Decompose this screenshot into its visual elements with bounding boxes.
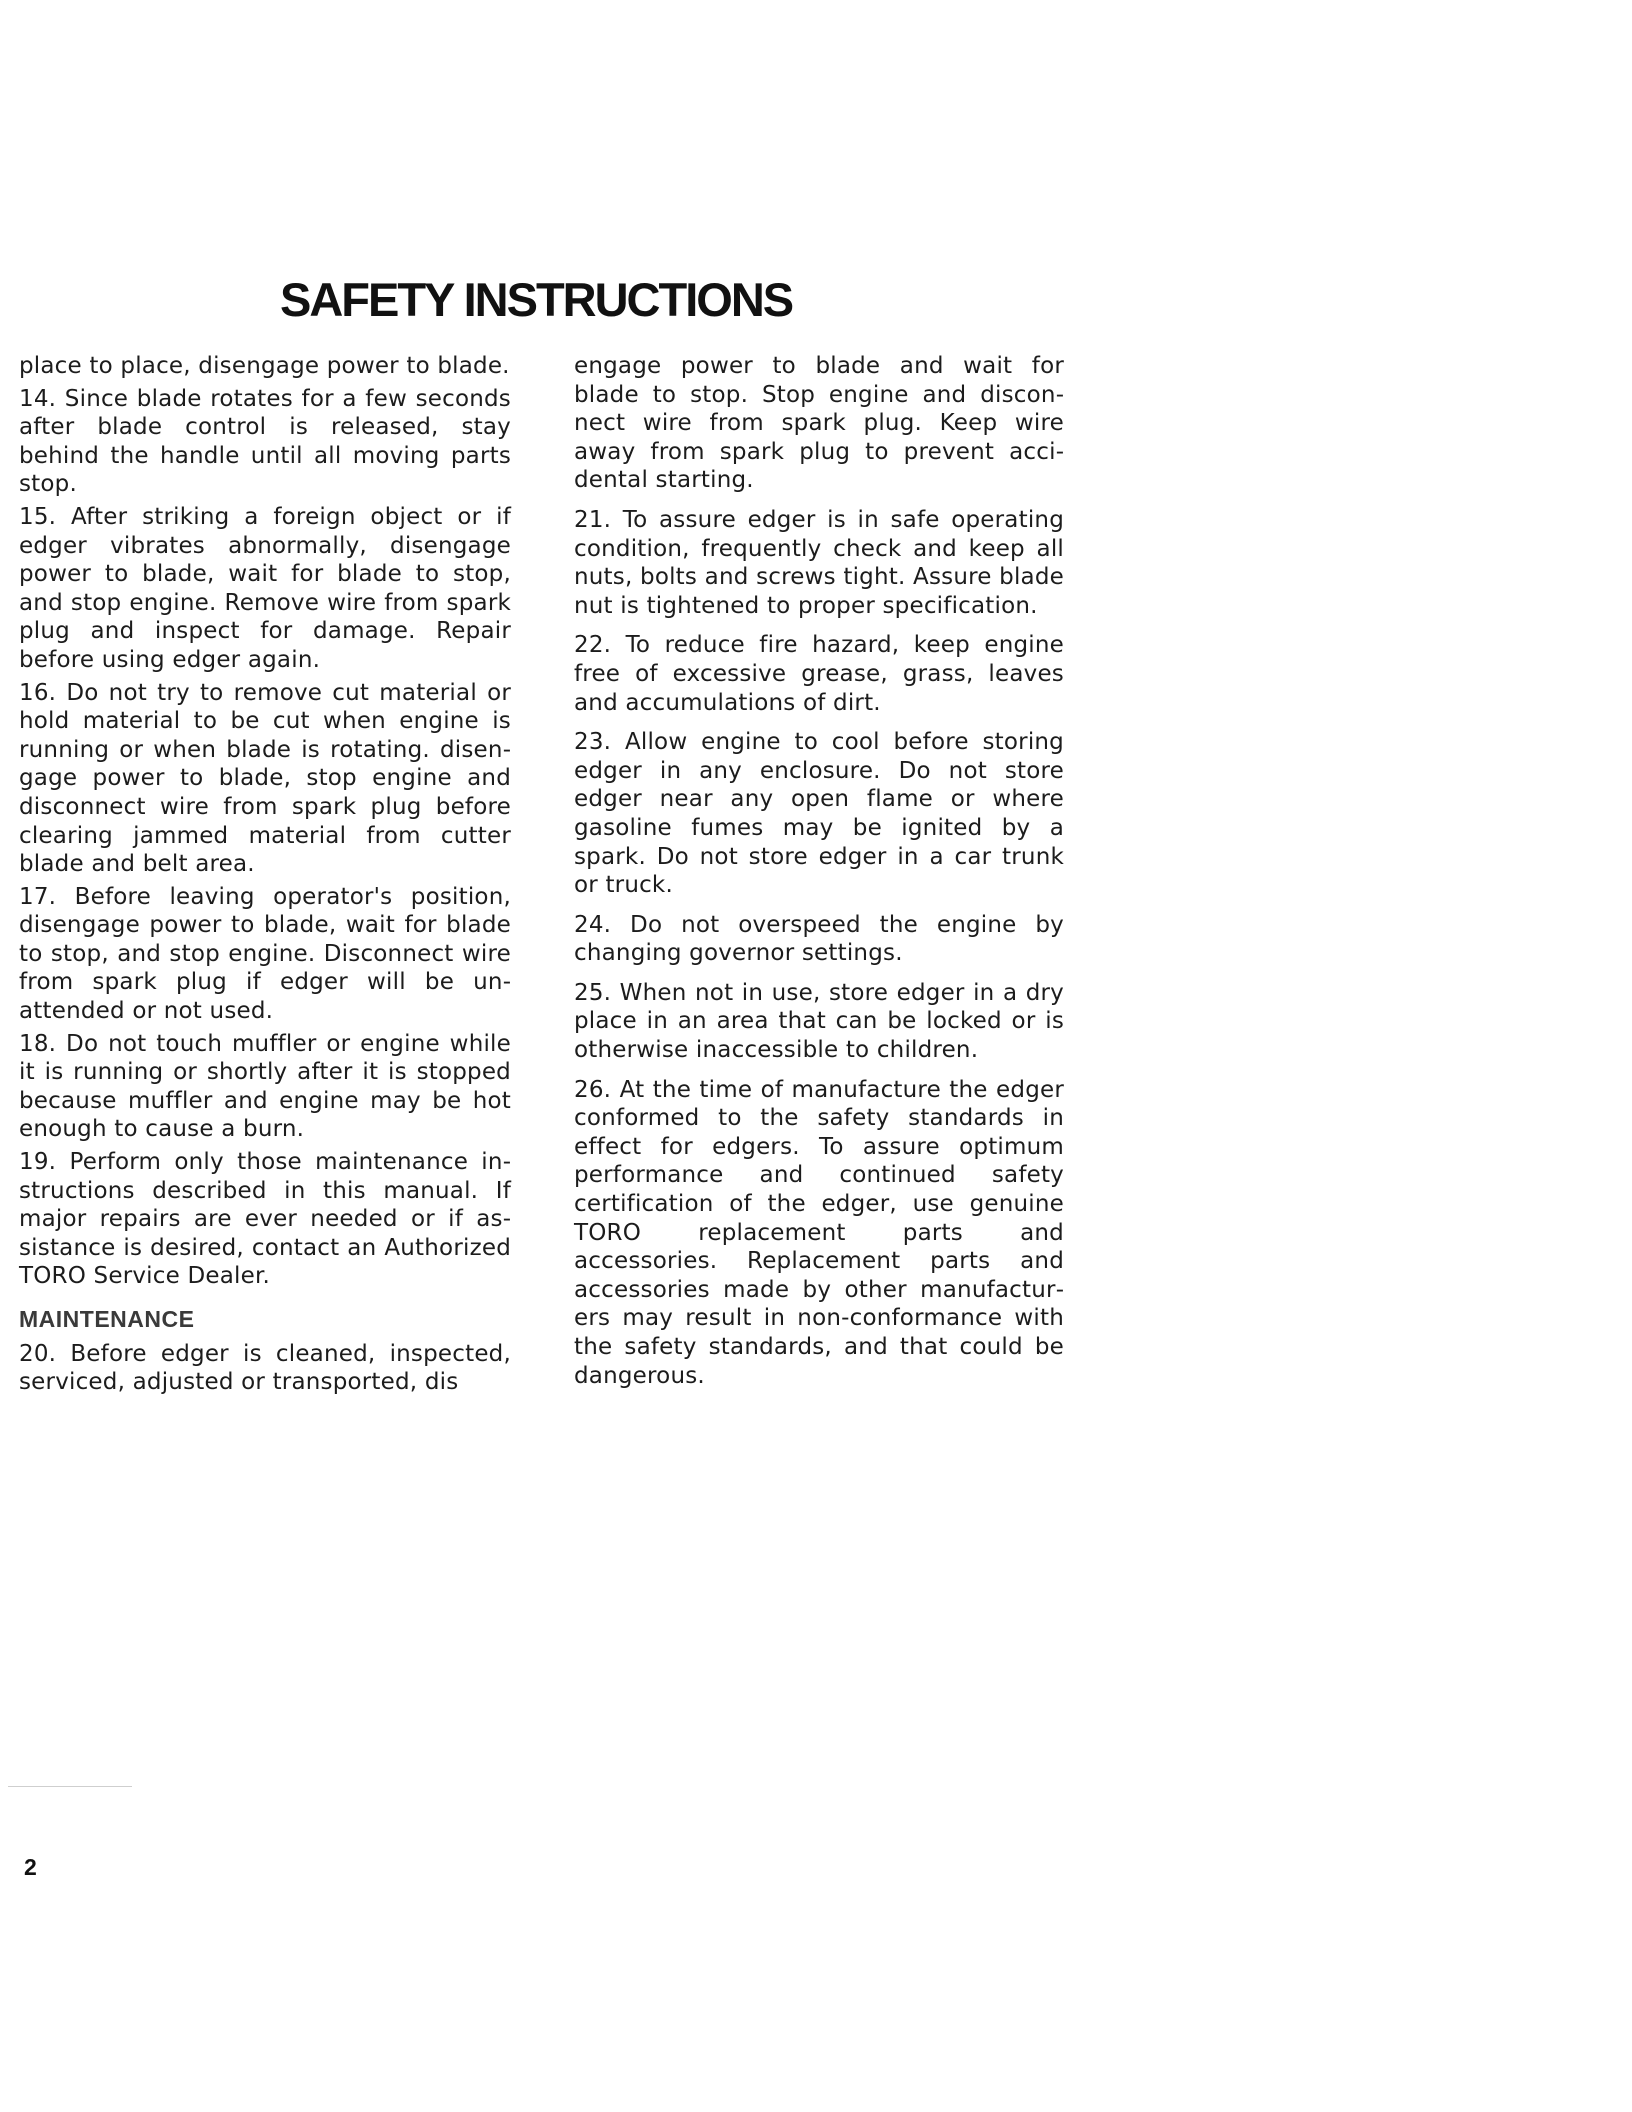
left-column: [19, 352, 511, 1401]
paragraph-17: 17. Before leaving operator's position, disengage power to blade, wait for blade to stop, and stop engine. Disconnect wire from spark plug if edger will be unattended or not used.: [19, 883, 511, 1025]
paragraph-15: 15. After striking a foreign object or if edger vibrates abnormally, disengage power to blade, wait for blade to stop, and stop engine. Remove wire from spark plug and inspect for damage. Repair before using edger again.: [19, 503, 511, 673]
right-column: [574, 352, 1064, 1401]
maintenance-heading: MAINTENANCE: [19, 1306, 195, 1332]
paragraph-18: 18. Do not touch muffler or engine while it is running or shortly after it is stopped because muffler and engine may be hot enough to cause a burn.: [19, 1030, 511, 1143]
paragraph-24: 24. Do not overspeed the engine by changing governor settings.: [574, 911, 1064, 967]
paragraph-21: 21. To assure edger is in safe operating condition, frequently check and keep all nuts, bolts and screws tight. Assure blade nut is tightened to proper specification.: [574, 506, 1064, 619]
paragraph-22: 22. To reduce fire hazard, keep engine free of excessive grease, grass, leaves and accumulations of dirt.: [574, 632, 1064, 716]
page-title: SAFETY INSTRUCTIONS: [280, 273, 793, 326]
paragraph-20: 20. Before edger is cleaned, inspected, serviced, adjusted or transported, dis: [19, 1340, 511, 1396]
paragraph-25: 25. When not in use, store edger in a dry place in an area that can be locked or is otherwise inaccessible to children.: [574, 979, 1064, 1064]
paragraph-continued: place to place, disengage power to blade.: [19, 353, 510, 379]
paragraph-23: 23. Allow engine to cool before storing edger in any enclosure. Do not store edger near any open flame or where gasoline fumes may be ignited by a spark. Do not store edger in a car trunk or truck.: [574, 729, 1064, 899]
paragraph-20-continued: engage power to blade and wait for blade to stop. Stop engine and disconnect wire from spark plug. Keep wire away from spark plug to prevent accidental starting.: [574, 353, 1064, 494]
paragraph-16: 16. Do not try to remove cut material or hold material to be cut when engine is running or when blade is rotating. disengage power to blade, stop engine and disconnect wire from spark plug before clearing jammed material from cutter blade and belt area.: [19, 679, 511, 878]
paragraph-19: 19. Perform only those maintenance instructions described in this manual. If major repairs are ever needed or if assistance is desired, contact an Authorized TORO Service Dealer.: [19, 1149, 511, 1290]
paragraph-14: 14. Since blade rotates for a few seconds after blade control is released, stay behind the handle until all moving parts stop.: [19, 385, 511, 498]
footer-divider: [8, 1786, 132, 1787]
paragraph-26: 26. At the time of manufacture the edger conformed to the safety standards in effect for edgers. To assure optimum performance and continued safety certification of the edger, use genuine TORO replacement parts and accessories. Replacement parts and accessories made by other manufacturers may result in non-conformance with the safety standards, and that could be dangerous.: [574, 1076, 1064, 1389]
page-number: 2: [24, 1854, 37, 1880]
